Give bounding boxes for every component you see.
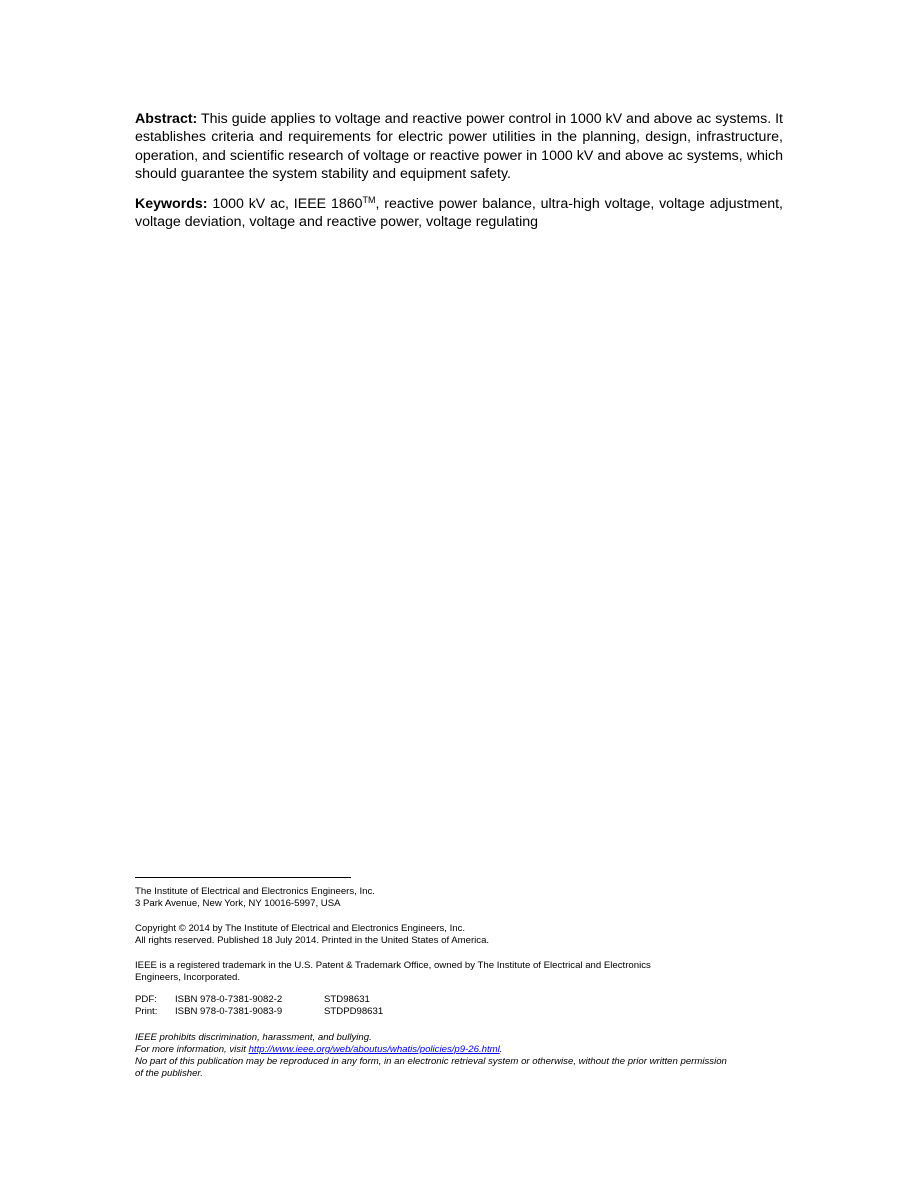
legal-notice-block [135, 1032, 795, 1080]
policy-link[interactable]: http://www.ieee.org/web/aboutus/whatis/policies/p9-26.html [248, 1044, 500, 1055]
isbn-code: STD98631 [324, 994, 370, 1005]
policy-info-prefix: For more information, visit [135, 1044, 249, 1055]
reproduction-line-2: of the publisher. [135, 1068, 203, 1079]
keywords-paragraph [135, 195, 783, 232]
trademark-line-1: IEEE is a registered trademark in the U.S. Patent & Trademark Office, owned by The Institute of Electrical and Electronics [135, 960, 651, 971]
isbn-code: STDPD98631 [324, 1006, 384, 1017]
copyright-line: Copyright © 2014 by The Institute of Electrical and Electronics Engineers, Inc. [135, 923, 466, 934]
keywords-text-start: 1000 kV ac, IEEE 1860 [212, 196, 363, 212]
isbn-number: ISBN 978-0-7381-9082-2 [175, 994, 283, 1005]
isbn-format: Print: [135, 1006, 158, 1017]
keywords-label: Keywords: [135, 196, 208, 212]
publisher-address: 3 Park Avenue, New York, NY 10016-5997, USA [135, 898, 341, 909]
trademark-superscript: TM [362, 195, 376, 205]
publisher-name: The Institute of Electrical and Electronics Engineers, Inc. [135, 886, 375, 897]
footnote-divider [135, 877, 351, 878]
publisher-address-block [135, 886, 795, 910]
keywords-text-rest: , reactive power balance, ultra-high voltage, voltage adjustment, voltage deviation, voltage and reactive power, voltage regulating [135, 196, 783, 231]
isbn-row-print [135, 1006, 795, 1018]
isbn-row-pdf [135, 994, 795, 1006]
rights-line: All rights reserved. Published 18 July 2014. Printed in the United States of America. [135, 935, 490, 946]
isbn-number: ISBN 978-0-7381-9083-9 [175, 1006, 283, 1017]
abstract-label: Abstract: [135, 111, 198, 127]
isbn-block [135, 994, 795, 1018]
abstract-paragraph [135, 110, 783, 184]
isbn-format: PDF: [135, 994, 157, 1005]
reproduction-line-1: No part of this publication may be reproduced in any form, in an electronic retrieval system or otherwise, without the prior written permission [135, 1056, 727, 1067]
policy-line: IEEE prohibits discrimination, harassment, and bullying. [135, 1032, 372, 1043]
copyright-block [135, 923, 795, 947]
policy-info-line [135, 1044, 795, 1056]
policy-info-suffix: . [499, 1044, 503, 1055]
trademark-block [135, 960, 795, 984]
trademark-line-2: Engineers, Incorporated. [135, 972, 241, 983]
abstract-text: This guide applies to voltage and reactive power control in 1000 kV and above ac systems. It establishes criteria and requirements for electric power utilities in the planning, design, infrastructure, operation, and scientific research of voltage or reactive power in 1000 kV and above ac systems, which should guarantee the system stability and equipment safety. [135, 111, 783, 183]
